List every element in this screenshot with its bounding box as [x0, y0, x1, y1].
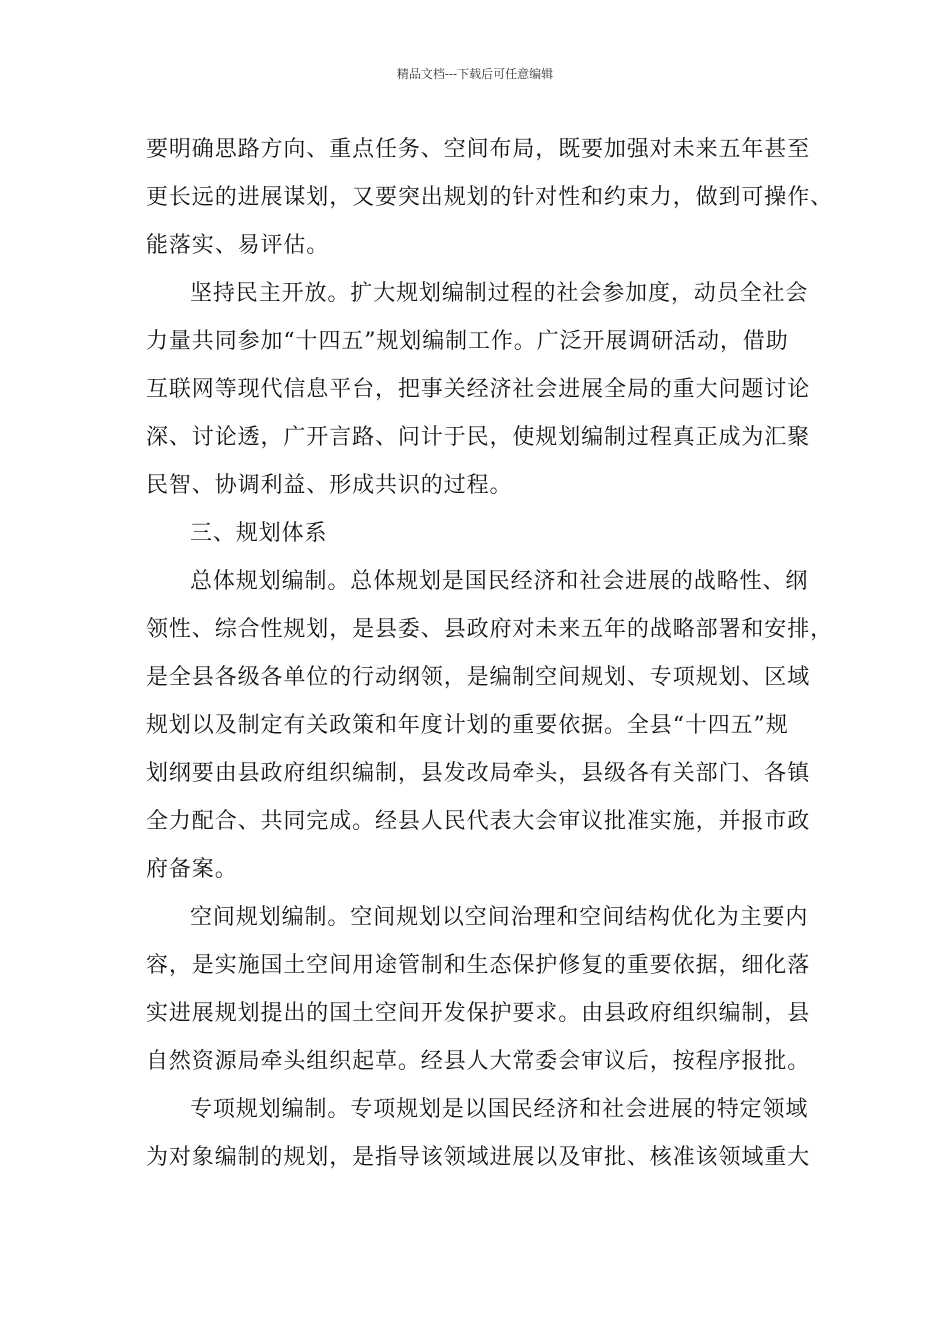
paragraph-line: 领性、综合性规划，是县委、县政府对未来五年的战略部署和安排， — [146, 617, 834, 642]
paragraph-first-line: 专项规划编制。专项规划是以国民经济和社会进展的特定领域 — [190, 1097, 809, 1122]
paragraph-line: 划纲要由县政府组织编制，县发改局牵头，县级各有关部门、各镇 — [146, 761, 811, 786]
paragraph-line: 容，是实施国土空间用途管制和生态保护修复的重要依据，细化落 — [146, 953, 811, 978]
paragraph-line: 深、讨论透，广开言路、问计于民，使规划编制过程真正成为汇聚 — [146, 425, 811, 450]
paragraph-line: 是全县各级各单位的行动纲领，是编制空间规划、专项规划、区域 — [146, 665, 811, 690]
paragraph-first-line: 三、规划体系 — [190, 521, 328, 546]
paragraph-line: 力量共同参加“十四五”规划编制工作。广泛开展调研活动，借助 — [146, 329, 789, 354]
paragraph-first-line: 坚持民主开放。扩大规划编制过程的社会参加度，动员全社会 — [190, 281, 809, 306]
paragraph-line: 全力配合、共同完成。经县人民代表大会审议批准实施，并报市政 — [146, 809, 811, 834]
paragraph-line: 为对象编制的规划，是指导该领域进展以及审批、核准该领域重大 — [146, 1145, 811, 1170]
page-header — [0, 66, 950, 82]
paragraph-line: 民智、协调利益、形成共识的过程。 — [146, 473, 513, 498]
paragraph-line: 规划以及制定有关政策和年度计划的重要依据。全县“十四五”规 — [146, 713, 789, 738]
paragraph-line: 自然资源局牵头组织起草。经县人大常委会审议后，按程序报批。 — [146, 1049, 811, 1074]
paragraph-line: 要明确思路方向、重点任务、空间布局，既要加强对未来五年甚至 — [146, 137, 811, 162]
paragraph-line: 府备案。 — [146, 857, 238, 882]
header-text: 精品文档---下载后可任意编辑 — [396, 67, 554, 81]
document-body — [146, 126, 834, 1182]
paragraph-first-line: 空间规划编制。空间规划以空间治理和空间结构优化为主要内 — [190, 905, 809, 930]
paragraph-first-line: 总体规划编制。总体规划是国民经济和社会进展的战略性、纲 — [190, 569, 809, 594]
paragraph-line: 能落实、易评估。 — [146, 233, 330, 258]
paragraph-line: 更长远的进展谋划，又要突出规划的针对性和约束力，做到可操作、 — [146, 185, 834, 210]
paragraph-line: 互联网等现代信息平台，把事关经济社会进展全局的重大问题讨论 — [146, 377, 811, 402]
paragraph-line: 实进展规划提出的国土空间开发保护要求。由县政府组织编制，县 — [146, 1001, 811, 1026]
